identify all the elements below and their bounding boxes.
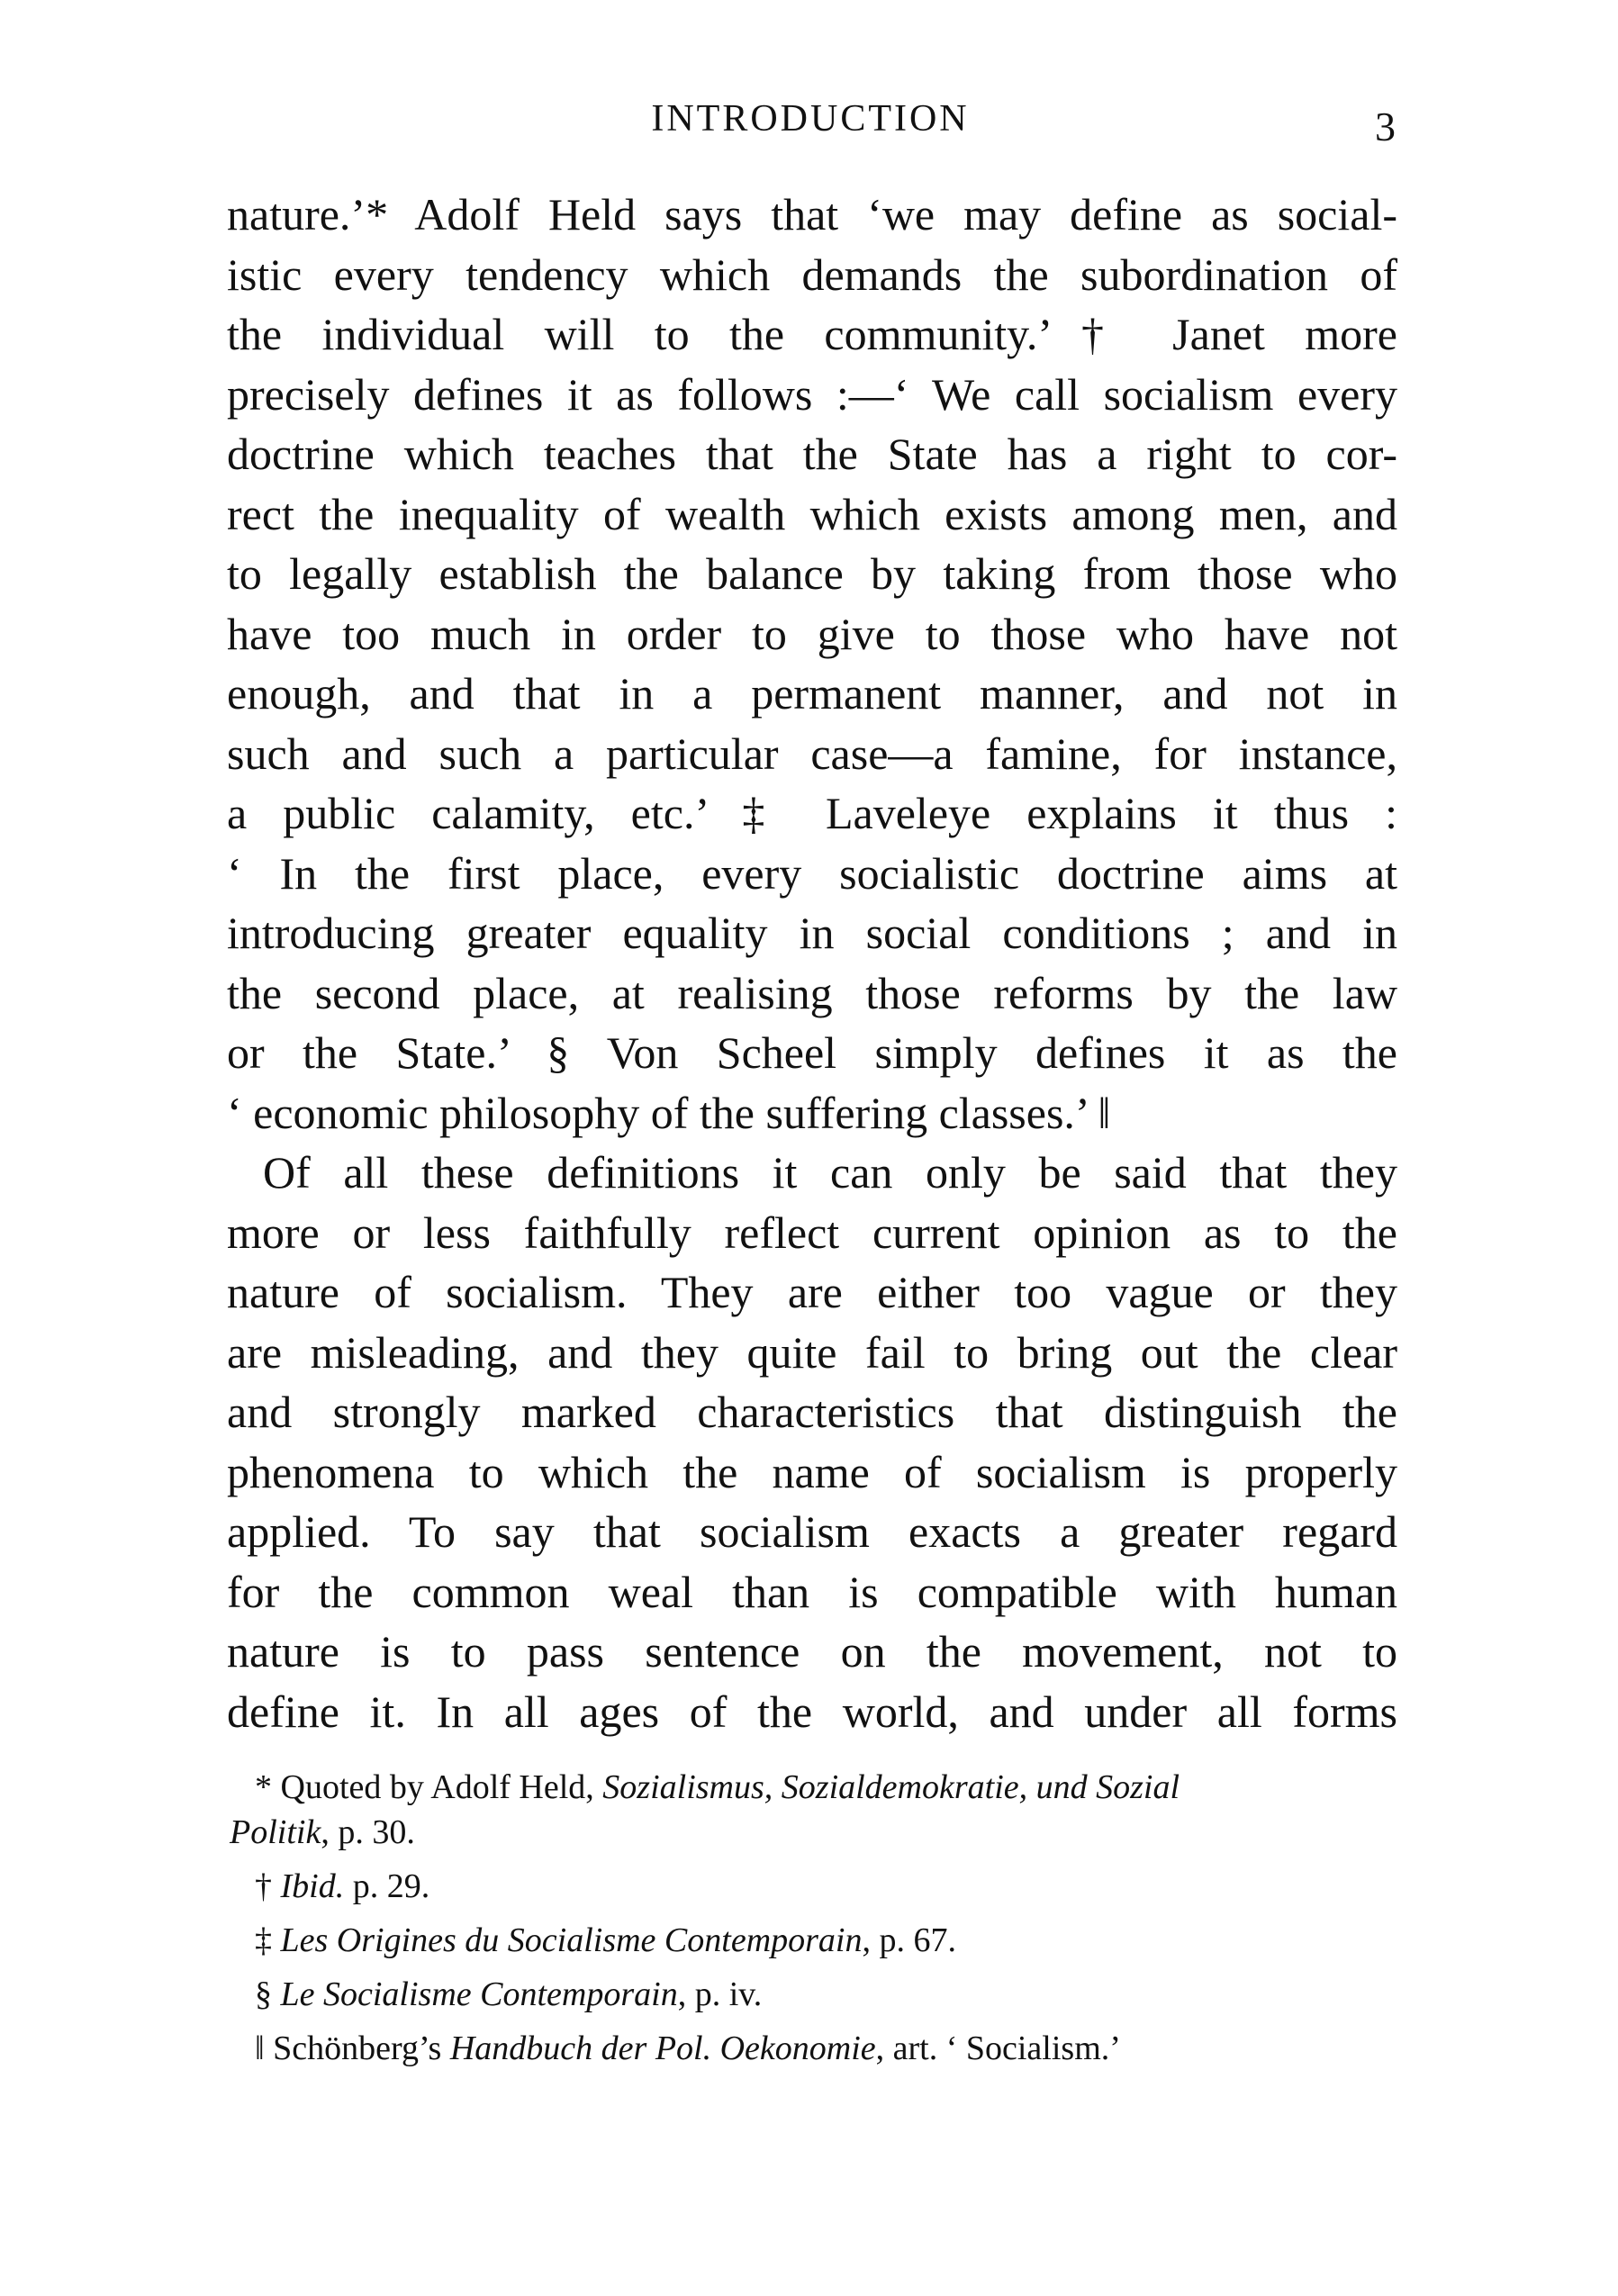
text-line: precisely defines it as follows :—‘ We call socialism every: [227, 368, 1397, 420]
page-number: 3: [1375, 104, 1396, 149]
paragraph-critique: [227, 1143, 1397, 1741]
text-line: more or less faithfully reflect current opinion as to the: [227, 1207, 1397, 1258]
text-line: istic every tendency which demands the subordination of: [227, 249, 1397, 300]
paragraph-definitions: [227, 185, 1397, 1143]
text-line: nature is to pass sentence on the movement, not to: [227, 1626, 1397, 1677]
text-line: a public calamity, etc.’ ‡ Laveleye explains it thus :: [227, 788, 1397, 838]
footnote-3: ‡ Les Origines du Socialisme Contemporain, p. 67.: [255, 1921, 956, 1959]
text-line: are misleading, and they quite fail to bring out the clear: [227, 1326, 1397, 1378]
text-line: nature of socialism. They are either too vague or they: [227, 1267, 1397, 1317]
text-line: the second place, at realising those reforms by the law: [227, 967, 1397, 1018]
footnote-5: ‖ Schönberg’s Handbuch der Pol. Oekonomie, art. ‘ Socialism.’: [255, 2029, 1121, 2067]
footnote-1: * Quoted by Adolf Held, Sozialismus, Sozialdemokratie, und Sozial: [255, 1768, 1180, 1806]
text-line: ‘ In the first place, every socialistic doctrine aims at: [227, 847, 1397, 899]
text-line: enough, and that in a permanent manner, and not in: [227, 668, 1397, 719]
text-line: have too much in order to give to those who have not: [227, 608, 1397, 659]
text-line: rect the inequality of wealth which exists among men, and: [227, 488, 1397, 539]
footnote-4: § Le Socialisme Contemporain, p. iv.: [255, 1975, 763, 2013]
running-head: [225, 97, 1396, 151]
text-line: nature.’* Adolf Held says that ‘we may define as social-: [227, 189, 1397, 240]
text-line: for the common weal than is compatible with human: [227, 1566, 1397, 1617]
footnote-2: † Ibid. p. 29.: [255, 1867, 430, 1905]
text-line: applied. To say that socialism exacts a greater regard: [227, 1506, 1397, 1557]
text-line: introducing greater equality in social conditions ; and in: [227, 908, 1397, 958]
running-title: INTRODUCTION: [651, 98, 970, 140]
text-line: such and such a particular case—a famine, for instance,: [227, 728, 1397, 779]
text-line: define it. In all ages of the world, and under all forms: [227, 1686, 1397, 1737]
footnote-1-continued: Politik, p. 30.: [230, 1813, 415, 1851]
text-line: phenomena to which the name of socialism is properly: [227, 1446, 1397, 1497]
text-line: ‘ economic philosophy of the suffering classes.’ ‖: [227, 1087, 1111, 1138]
text-line: or the State.’ § Von Scheel simply defines it as the: [227, 1027, 1397, 1078]
text-line: the individual will to the community.’† Janet more: [227, 309, 1397, 359]
text-line: to legally establish the balance by taking from those who: [227, 548, 1397, 599]
body-text: [227, 185, 1397, 1741]
text-line: Of all these definitions it can only be said that they: [263, 1147, 1397, 1198]
text-line: and strongly marked characteristics that distinguish the: [227, 1387, 1397, 1437]
text-line: doctrine which teaches that the State has a right to cor-: [227, 429, 1397, 479]
footnotes: [230, 1765, 1397, 2071]
